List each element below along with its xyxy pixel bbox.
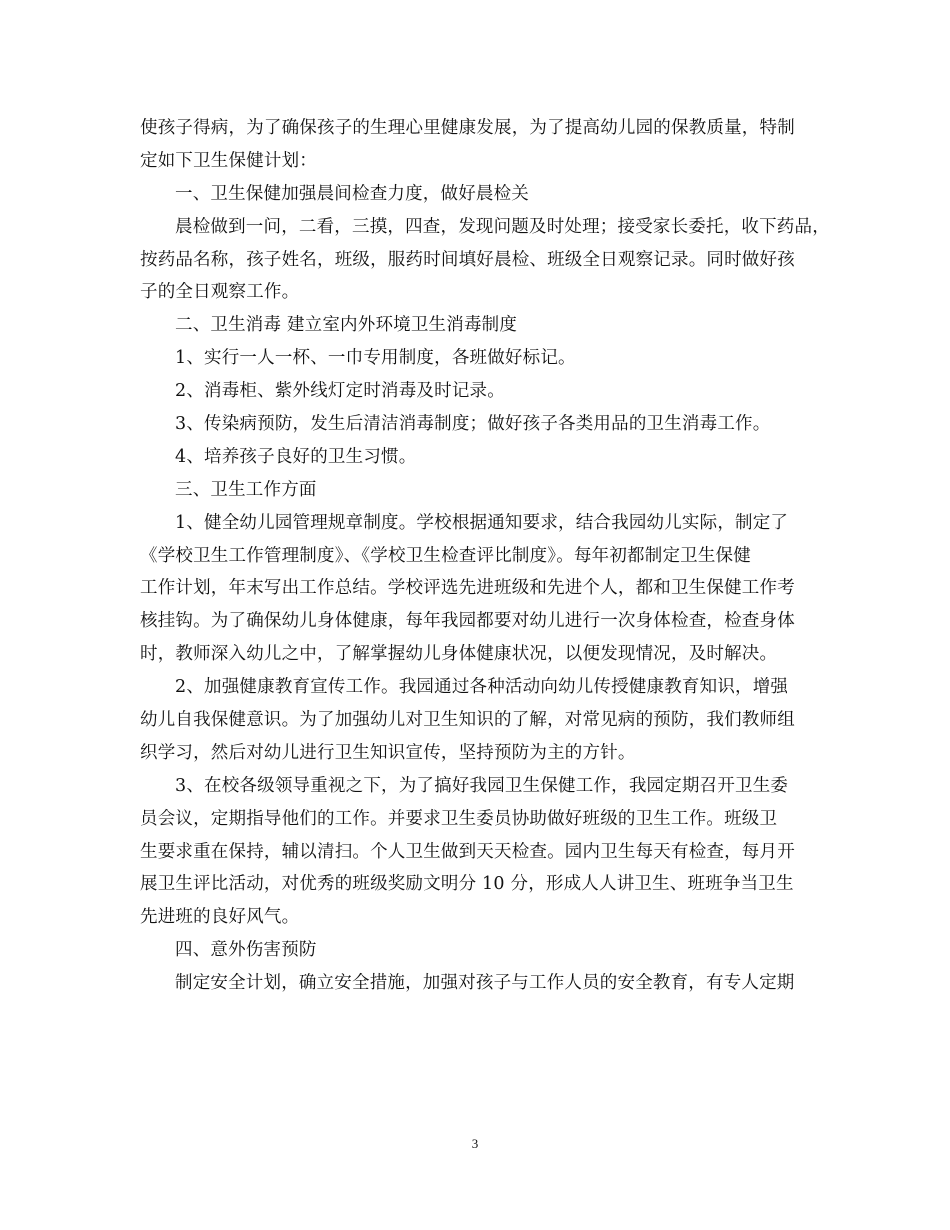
paragraph-line: 子的全日观察工作。 xyxy=(140,282,300,303)
paragraph-line: 制定安全计划，确立安全措施，加强对孩子与工作人员的安全教育，有专人定期 xyxy=(175,973,795,994)
list-item: 2、消毒柜、紫外线灯定时消毒及时记录。 xyxy=(175,381,505,402)
paragraph-line: 使孩子得病，为了确保孩子的生理心里健康发展，为了提高幼儿园的保教质量，特制 xyxy=(140,118,795,138)
paragraph-line: 时，教师深入幼儿之中，了解掌握幼儿身体健康状况，以便发现情况，及时解决。 xyxy=(140,644,778,665)
list-item: 1、实行一人一杯、一巾专用制度，各班做好标记。 xyxy=(175,348,576,369)
paragraph-line: 员会议，定期指导他们的工作。并要求卫生委员协助做好班级的卫生工作。班级卫 xyxy=(140,808,778,829)
section-heading-2: 二、卫生消毒 建立室内外环境卫生消毒制度 xyxy=(175,315,518,336)
page-number: 3 xyxy=(471,1136,479,1151)
paragraph-line: 《学校卫生工作管理制度》、《学校卫生检查评比制度》。每年初都制定卫生保健 xyxy=(140,545,751,566)
section-heading-3: 三、卫生工作方面 xyxy=(175,479,317,500)
paragraph-line: 3、在校各级领导重视之下，为了搞好我园卫生保健工作，我园定期召开卫生委 xyxy=(175,775,789,796)
paragraph-line: 2、加强健康教育宣传工作。我园通过各种活动向幼儿传授健康教育知识，增强 xyxy=(175,677,789,698)
paragraph-line: 按药品名称，孩子姓名，班级，服药时间填好晨检、班级全日观察记录。同时做好孩 xyxy=(140,249,795,270)
paragraph-line: 1、健全幼儿园管理规章制度。学校根据通知要求，结合我园幼儿实际，制定了 xyxy=(175,512,789,533)
list-item: 4、培养孩子良好的卫生习惯。 xyxy=(175,446,417,467)
paragraph-line: 生要求重在保持，辅以清扫。个人卫生做到天天检查。园内卫生每天有检查，每月开 xyxy=(140,841,795,862)
paragraph-line: 定如下卫生保健计划： xyxy=(140,150,317,171)
paragraph-line: 幼儿自我保健意识。为了加强幼儿对卫生知识的了解，对常见病的预防，我们教师组 xyxy=(140,710,795,731)
paragraph-line: 晨检做到一问，二看，三摸，四查，发现问题及时处理；接受家长委托，收下药品， xyxy=(175,216,830,237)
section-heading-4: 四、意外伤害预防 xyxy=(175,940,317,961)
paragraph-line: 先进班的良好风气。 xyxy=(140,907,300,928)
document-body xyxy=(140,112,830,1000)
list-item: 3、传染病预防，发生后清洁消毒制度；做好孩子各类用品的卫生消毒工作。 xyxy=(175,414,771,435)
section-heading-1: 一、卫生保健加强晨间检查力度，做好晨检关 xyxy=(175,183,529,204)
paragraph-line: 核挂钩。为了确保幼儿身体健康，每年我园都要对幼儿进行一次身体检查，检查身体 xyxy=(140,611,795,632)
paragraph-line: 工作计划，年末写出工作总结。学校评选先进班级和先进个人，都和卫生保健工作考 xyxy=(140,578,795,599)
paragraph-line: 展卫生评比活动，对优秀的班级奖励文明分 10 分，形成人人讲卫生、班班争当卫生 xyxy=(140,874,794,895)
paragraph-line: 织学习，然后对幼儿进行卫生知识宣传，坚持预防为主的方针。 xyxy=(140,742,636,763)
